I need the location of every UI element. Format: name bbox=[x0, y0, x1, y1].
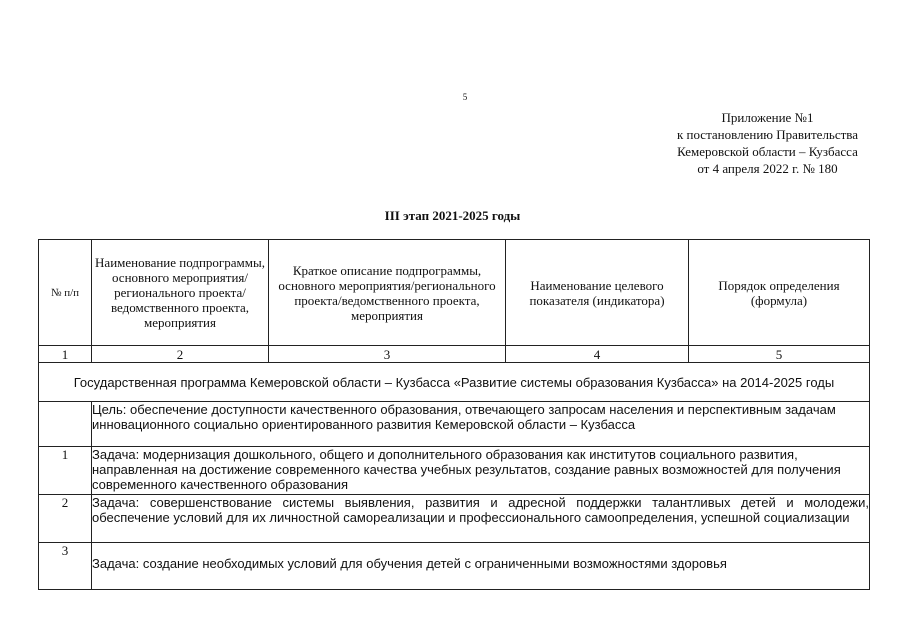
header-cell-description: Краткое описание подпрограммы, основного мероприятия/регионального проекта/ведомственного проекта, мероприятия bbox=[269, 240, 506, 346]
header-cell-number: № п/п bbox=[39, 240, 92, 346]
row-number: 2 bbox=[39, 495, 92, 543]
column-number-row bbox=[39, 346, 870, 363]
row-number: 1 bbox=[39, 447, 92, 495]
task-text: Задача: создание необходимых условий для обучения детей с ограниченными возможностями здоровья bbox=[92, 543, 870, 590]
header-cell-name: Наименование подпрограммы, основного мероприятия/ регионального проекта/ведомственного проекта, мероприятия bbox=[92, 240, 269, 346]
row-number bbox=[39, 402, 92, 447]
table-row bbox=[39, 402, 870, 447]
table-row bbox=[39, 495, 870, 543]
program-title: Государственная программа Кемеровской области – Кузбасса «Развитие системы образования Кузбасса» на 2014-2025 годы bbox=[39, 363, 870, 402]
appendix-line: Приложение №1 bbox=[721, 110, 814, 125]
appendix-line: Кемеровской области – Кузбасса bbox=[677, 144, 858, 159]
column-number: 2 bbox=[92, 346, 269, 363]
appendix-block bbox=[640, 109, 895, 177]
table-header-row bbox=[39, 240, 870, 346]
table-row bbox=[39, 543, 870, 590]
task-text: Задача: модернизация дошкольного, общего и дополнительного образования как институтов социального развития, направленная на достижение современного качества учебных результатов, создание равных возможностей для получения современного качественного образования bbox=[92, 447, 870, 495]
stage-title: III этап 2021-2025 годы bbox=[384, 208, 521, 223]
appendix-line: от 4 апреля 2022 г. № 180 bbox=[697, 161, 838, 176]
goal-text: Цель: обеспечение доступности качественного образования, отвечающего запросам населения и перспективным задачам инновационного социально ориентированного развития Кемеровской области – Кузбасса bbox=[92, 402, 870, 447]
column-number: 5 bbox=[689, 346, 870, 363]
program-table bbox=[38, 239, 870, 590]
page-number: 5 bbox=[462, 92, 468, 102]
column-number: 1 bbox=[39, 346, 92, 363]
header-cell-formula: Порядок определения (формула) bbox=[689, 240, 870, 346]
column-number: 4 bbox=[506, 346, 689, 363]
table-row bbox=[39, 447, 870, 495]
column-number: 3 bbox=[269, 346, 506, 363]
row-number: 3 bbox=[39, 543, 92, 590]
header-cell-indicator: Наименование целевого показателя (индикатора) bbox=[506, 240, 689, 346]
task-text: Задача: совершенствование системы выявления, развития и адресной поддержки талантливых детей и молодежи, обеспечение условий для их личностной самореализации и профессионального самоопределения, успешной социализации bbox=[92, 495, 870, 543]
program-title-row bbox=[39, 363, 870, 402]
appendix-line: к постановлению Правительства bbox=[676, 127, 859, 142]
